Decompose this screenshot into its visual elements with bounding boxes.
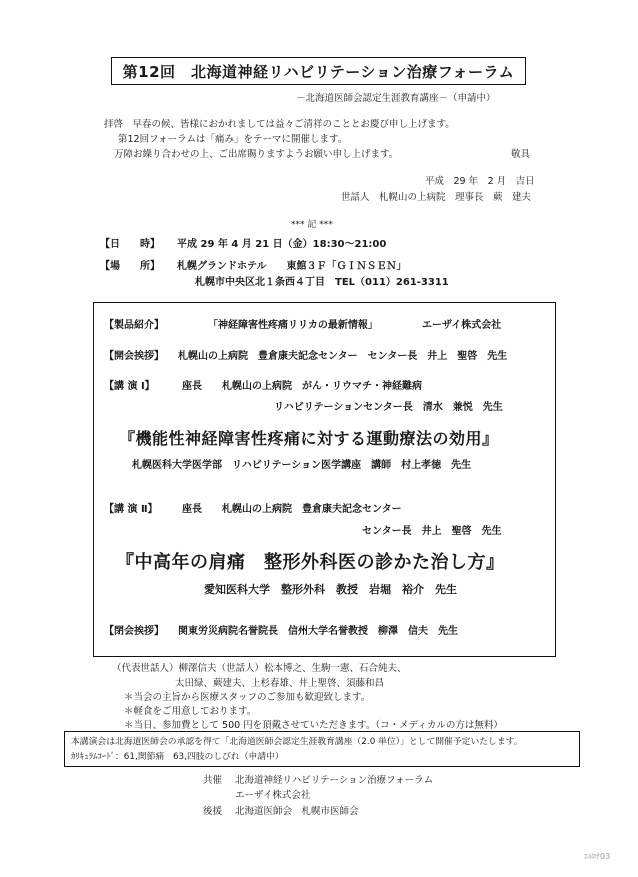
product-company: エーザイ株式会社: [422, 320, 502, 331]
representatives-line2: 太田緑、蕨建夫、上杉春雄、井上聖啓、須藤和昌: [175, 678, 385, 689]
issue-date: 平成 29 年 2 月 吉日: [425, 176, 535, 187]
subtitle: －北海道医師会認定生涯教育講座－（申請中）: [296, 93, 496, 104]
lecture2-title: 『中高年の肩痛 整形外科医の診かた治し方』: [116, 552, 505, 573]
cohost-forum: 北海道神経リハビリテーション治療フォーラム: [235, 775, 434, 786]
greeting-line-1: 拝啓 早春の候、皆様におかれましては益々ご清祥のこととお慶び申し上げます。: [104, 119, 455, 130]
lecture1-chair-line1: 座長 札幌山の上病院 がん・リウマチ・神経難病: [182, 381, 422, 392]
opening-speaker: 札幌山の上病院 豊倉康夫記念センター センター長 井上 聖啓 先生: [178, 351, 508, 362]
note-staff-welcome: ＊当会の主旨から医療スタッフのご参加も歓迎致します。: [124, 692, 371, 703]
note-fee: ＊当日、参加費として 500 円を頂戴させていただきます。（コ・メディカルの方は無料）: [124, 720, 503, 731]
support-orgs: 北海道医師会 札幌市医師会: [235, 806, 359, 817]
product-title: 「神経障害性疼痛リリカの最新情報」: [208, 320, 378, 331]
note-light-meal: ＊軽食をご用意しております。: [124, 706, 257, 717]
document-code: ｴﾙﾛﾅ03: [584, 852, 611, 861]
forum-title: 第12回 北海道神経リハビリテーション治療フォーラム: [111, 57, 526, 85]
place-value: 札幌グランドホテル 東館３Ｆ「ＧＩＮＳＥＮ」: [177, 261, 407, 272]
lecture1-speaker: 札幌医科大学医学部 リハビリテーション医学講座 講師 村上孝徳 先生: [132, 460, 472, 471]
support-label: 後援: [203, 806, 223, 817]
organizer-signature: 世話人 札幌山の上病院 理事長 蕨 建夫: [341, 192, 532, 203]
cme-notice-line1: 本講演会は北海道医師会の承認を得て「北海道医師会認定生涯教育講座（2.0 単位）」として開催予定いたします。: [71, 737, 523, 747]
opening-label: 【開会挨拶】: [104, 351, 164, 362]
lecture1-chair-line2: リハビリテーションセンター長 清水 兼悦 先生: [274, 402, 503, 413]
lecture2-label: 【講 演 Ⅱ】: [104, 504, 158, 515]
place-label: 【場 所】: [100, 261, 160, 272]
closing-word: 敬具: [511, 149, 531, 160]
address-line: 札幌市中央区北１条西４丁目 TEL（011）261-3311: [195, 277, 449, 288]
product-label: 【製品紹介】: [104, 320, 164, 331]
ki-marker: *** 記 ***: [291, 220, 333, 230]
program-box: [93, 302, 556, 657]
closing-label: 【閉会挨拶】: [104, 626, 164, 637]
lecture1-title: 『機能性神経障害性疼痛に対する運動療法の効用』: [119, 429, 499, 448]
cme-notice-box: [64, 731, 580, 767]
closing-speaker: 関東労災病院名誉院長 信州大学名誉教授 柳澤 信夫 先生: [178, 626, 458, 637]
cohost-label: 共催: [203, 775, 223, 786]
date-label: 【日 時】: [100, 239, 160, 250]
representatives-line1: （代表世話人）柳澤信夫（世話人）松本博之、生駒一憲、石合純夫、: [112, 663, 407, 674]
lecture1-label: 【講 演 Ⅰ】: [104, 381, 155, 392]
date-value: 平成 29 年 4 月 21 日（金）18:30～21:00: [177, 239, 387, 250]
lecture2-speaker: 愛知医科大学 整形外科 教授 岩堀 裕介 先生: [204, 583, 457, 596]
greeting-line-3: 万障お繰り合わせの上、ご出席賜りますようお願い申し上げます。: [114, 149, 399, 160]
lecture2-chair-line2: センター長 井上 聖啓 先生: [362, 526, 502, 537]
cme-curriculum-code: ｶﾘｷｭﾗﾑｺｰﾄﾞ：61,関節痛 63,四肢のしびれ（申請中）: [71, 752, 284, 762]
cohost-company: エーザイ株式会社: [235, 790, 311, 801]
greeting-line-2: 第12回フォーラムは「痛み」をテーマに開催します。: [118, 134, 348, 145]
lecture2-chair-line1: 座長 札幌山の上病院 豊倉康夫記念センター: [182, 504, 402, 515]
